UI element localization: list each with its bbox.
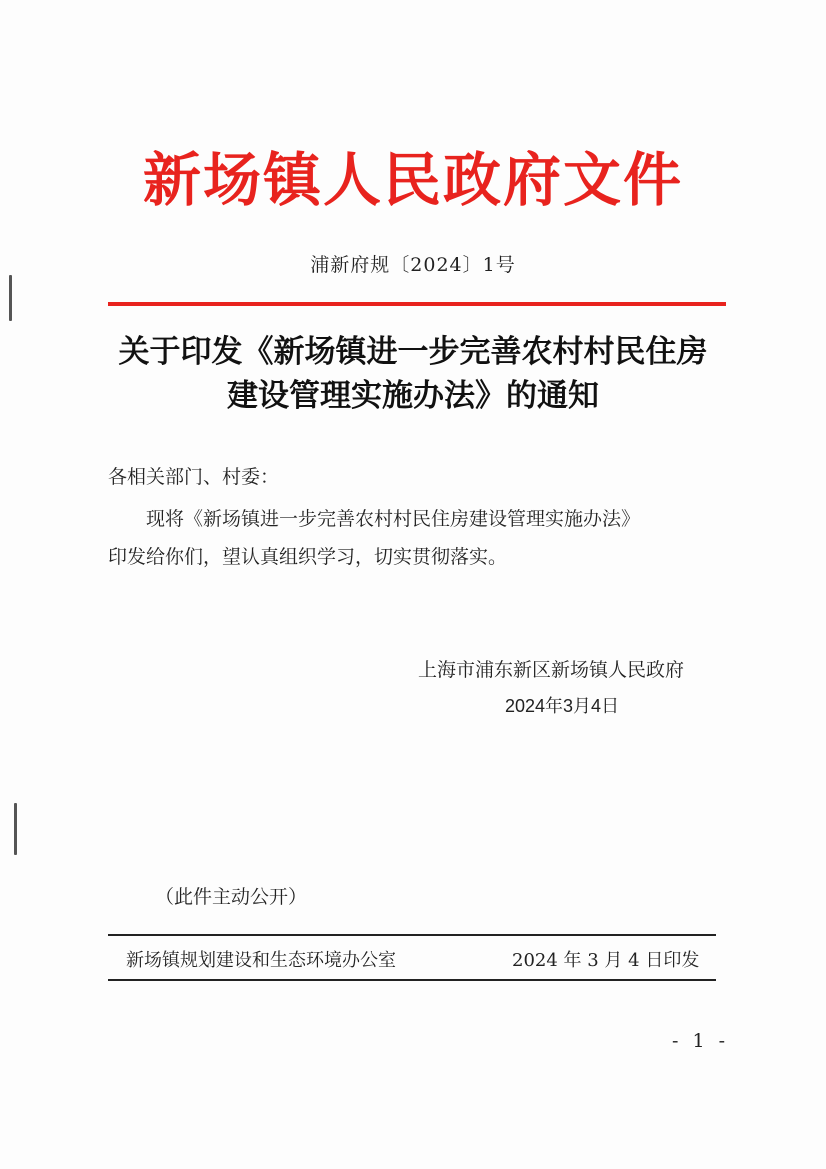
binding-mark-bottom — [14, 803, 17, 855]
header-title: 新场镇人民政府文件 — [142, 146, 683, 214]
page-number: - 1 - — [672, 1030, 730, 1052]
body-paragraph-line-1: 现将《新场镇进一步完善农村村民住房建设管理实施办法》 — [146, 508, 641, 530]
notice-title — [100, 330, 726, 418]
disclosure-note: （此件主动公开） — [155, 886, 308, 908]
document-number: 浦新府规〔2024〕1号 — [310, 254, 516, 276]
red-separator-line — [108, 302, 726, 306]
footer-rule-bottom — [108, 979, 716, 981]
footer-print-date: 2024 年 3 月 4 日印发 — [512, 950, 700, 971]
body-paragraph-line-2: 印发给你们，望认真组织学习，切实贯彻落实。 — [108, 546, 508, 568]
notice-title-line-2: 建设管理实施办法》的通知 — [227, 378, 599, 414]
issuer-name: 上海市浦东新区新场镇人民政府 — [418, 659, 685, 681]
body-paragraph — [108, 500, 726, 576]
notice-title-line-1: 关于印发《新场镇进一步完善农村村民住房 — [118, 334, 708, 370]
footer-office: 新场镇规划建设和生态环境办公室 — [126, 950, 396, 971]
binding-mark-top — [9, 275, 12, 321]
issue-date: 2024年3月4日 — [505, 696, 620, 716]
footer-rule-top — [108, 934, 716, 936]
salutation: 各相关部门、村委： — [108, 466, 280, 488]
